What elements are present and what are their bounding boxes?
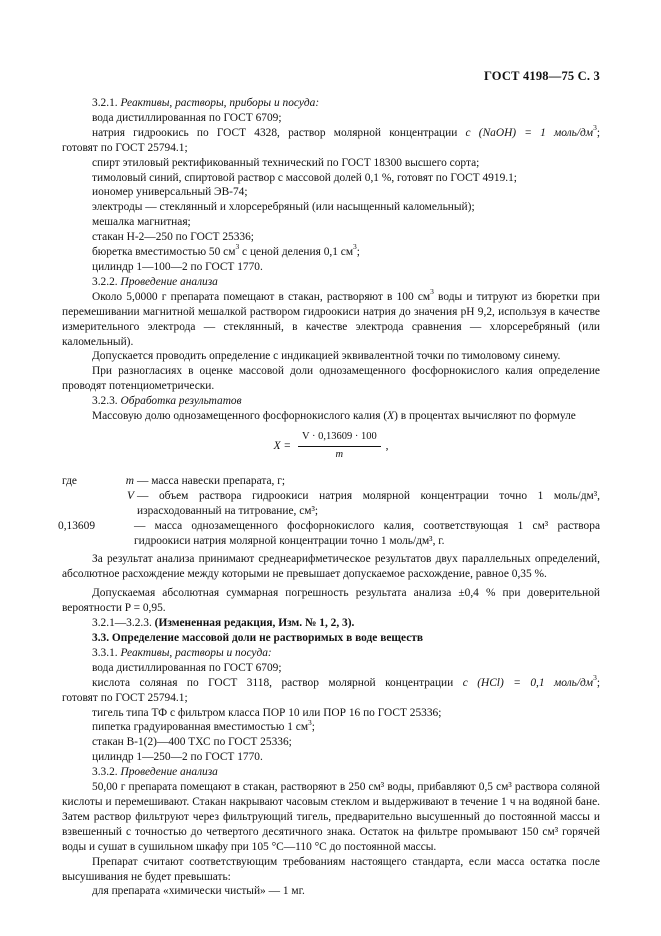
list-item: бюретка вместимостью 50 $см^3$ с ценой деления 0,1 $см^3$; xyxy=(92,242,360,259)
list-item: натрия гидроокись по ГОСТ 4328, раствор молярной концентрации c (NaOH) = 1 моль/$дм^3$; xyxy=(92,123,600,139)
paragraph: Допускается проводить определение с индикацией эквивалентной точки по тимоловому синему. xyxy=(92,350,561,363)
definition-symbol: 0,13609 xyxy=(58,519,96,532)
list-item-text: с ценой деления 0,1 см xyxy=(239,246,354,259)
formula-tail: , xyxy=(385,439,389,452)
list-item-continuation: готовят по ГОСТ 25794.1; xyxy=(62,691,188,704)
amendment-text: (Измененная редакция, Изм. № 1, 2, 3). xyxy=(154,617,355,630)
paragraph: Препарат считают соответствующим требованиям настоящего стандарта, если масса остатка после высушивания не будет превышать: xyxy=(62,855,600,883)
amendment-range: 3.2.1—3.2.3. xyxy=(92,617,152,630)
list-item-text: пипетка градуированная вместимостью 1 см xyxy=(92,721,309,734)
definition-symbol: V xyxy=(127,489,134,502)
section-3-2-2-heading xyxy=(62,275,600,290)
definition-text: — масса навески препарата, г; xyxy=(137,474,286,487)
list-item: мешалка магнитная; xyxy=(92,216,191,229)
definition-text: — объем раствора гидроокиси натрия молярной концентрации точно 1 моль/дм³, израсходованный на титрование, см³; xyxy=(137,489,600,517)
section-number: 3.3.1. xyxy=(92,646,118,659)
paragraph: для препарата «химически чистый» — 1 мг. xyxy=(92,885,305,898)
section-3-3-heading: 3.3. Определение массовой доли не растворимых в воде веществ xyxy=(92,632,424,644)
list-item: цилиндр 1—100—2 по ГОСТ 1770. xyxy=(92,260,263,273)
paragraph xyxy=(62,409,600,424)
formula-fraction xyxy=(298,430,381,463)
section-number: 3.2.3. xyxy=(92,395,118,408)
list-item: вода дистиллированная по ГОСТ 6709; xyxy=(92,661,282,674)
section-title: Проведение анализа xyxy=(120,275,218,288)
list-item: вода дистиллированная по ГОСТ 6709; xyxy=(92,111,282,124)
naoh-concentration: c (NaOH) = 1 моль/дм xyxy=(465,126,594,139)
definition-text: — масса однозамещенного фосфорнокислого калия, соответствующая 1 см³ раствора гидроокиси натрия молярной концентрации точно 1 моль/дм³, г. xyxy=(134,519,600,547)
where-word: где xyxy=(62,474,77,487)
definition-row xyxy=(62,489,600,519)
paragraph-text: Около 5,0000 г препарата помещают в стакан, растворяют в 100 см xyxy=(92,290,431,303)
list-item: электроды — стеклянный и хлорсеребряный (или насыщенный каломельный); xyxy=(92,201,475,214)
section-3-3-2-heading xyxy=(62,765,600,780)
list-item: иономер универсальный ЭВ-74; xyxy=(92,186,248,199)
list-item-text: кислота соляная по ГОСТ 3118, раствор молярной концентрации xyxy=(92,676,454,689)
list-item: тимоловый синий, спиртовой раствор с массовой долей 0,1 %, готовят по ГОСТ 4919.1; xyxy=(92,171,517,184)
paragraph: 50,00 г препарата помещают в стакан, растворяют в 250 см³ воды, прибавляют 0,5 см³ раствора соляной кислоты и перемешивают. Стакан накрывают часовым стеклом и выдерживают в течение 1 ч на водяной бане. Затем раствор фильтруют через фильтрующий тигель, предварительно высушенный до постоянной массы и взвешенный с точностью до четвертого десятичного знака. Остаток на фильтре промывают 150 см³ горячей воды и сушат в сушильном шкафу при 105 °С—110 °С до постоянной массы. xyxy=(62,781,600,853)
list-item: кислота соляная по ГОСТ 3118, раствор молярной концентрации c (HCl) = 0,1 моль/$дм^3$; xyxy=(92,672,600,689)
definition-row xyxy=(58,519,600,549)
list-item: пипетка градуированная вместимостью 1 $см^3$; xyxy=(92,717,315,734)
variable-x: X xyxy=(387,410,395,423)
section-3-2-3-heading xyxy=(62,394,600,409)
definition-symbol: m xyxy=(125,474,134,487)
list-item: тигель типа ТФ с фильтром класса ПОР 10 или ПОР 16 по ГОСТ 25336; xyxy=(92,706,442,719)
formula-denominator: m xyxy=(335,448,344,460)
list-item: спирт этиловый ректификованный технический по ГОСТ 18300 высшего сорта; xyxy=(92,156,480,169)
section-3-2-1-heading xyxy=(62,96,600,111)
list-item: стакан В-1(2)—400 ТХС по ГОСТ 25336; xyxy=(92,736,292,749)
page-header: ГОСТ 4198—75 С. 3 xyxy=(483,69,600,83)
formula-numerator: V · 0,13609 · 100 xyxy=(298,430,381,447)
hcl-concentration: c (HCl) = 0,1 моль/дм xyxy=(462,676,594,689)
list-item-text: бюретка вместимостью 50 см xyxy=(92,246,236,259)
section-title: Реактивы, растворы, приборы и посуда: xyxy=(120,97,320,109)
paragraph: При разногласиях в оценке массовой доли однозамещенного фосфорнокислого калия определение проводят потенциометрически. xyxy=(62,365,600,393)
definition-row xyxy=(62,474,600,489)
paragraph: Около 5,0000 г препарата помещают в стакан, растворяют в 100 $см^3$ воды и титруют из бюретки при перемешивании магнитной мешалкой раствором гидроокиси натрия до значения рН 9,2, используя в качестве измерительного электрода — стеклянный, в качестве электрода сравнения — хлорсеребряный (или каломельный). xyxy=(62,286,600,348)
list-item-continuation: готовят по ГОСТ 25794.1; xyxy=(62,141,188,154)
paragraph-text: Массовую долю однозамещенного фосфорнокислого калия ( xyxy=(92,410,388,423)
document-body xyxy=(58,96,600,899)
spacer xyxy=(62,489,110,519)
list-item-text: натрия гидроокись по ГОСТ 4328, раствор молярной концентрации xyxy=(92,126,458,139)
section-number: 3.3.2. xyxy=(92,766,118,779)
section-title: Проведение анализа xyxy=(120,766,218,779)
section-3-3-1-heading xyxy=(62,646,600,661)
paragraph-text: воды и титруют из бюретки при перемешивании магнитной мешалкой раствором гидроокиси натрия до значения рН 9,2, используя в качестве измерительного электрода — стеклянный, в качестве электрода сравнения — хлорсеребряный (или каломельный). xyxy=(62,290,600,348)
formula-lhs: X = xyxy=(273,439,292,452)
section-title: Обработка результатов xyxy=(120,395,242,408)
amendment-note xyxy=(62,616,600,631)
list-item: стакан Н-2—250 по ГОСТ 25336; xyxy=(92,231,254,244)
section-number: 3.2.2. xyxy=(92,275,118,288)
paragraph: За результат анализа принимают среднеарифметическое результатов двух параллельных определений, абсолютное расхождение между которыми не превышает допускаемое расхождение, равное 0,35 %. xyxy=(62,553,600,581)
section-title: Реактивы, растворы и посуда: xyxy=(120,646,272,659)
paragraph-text: ) в процентах вычисляют по формуле xyxy=(394,410,576,423)
list-item: цилиндр 1—250—2 по ГОСТ 1770. xyxy=(92,751,263,764)
section-number: 3.2.1. xyxy=(92,97,118,109)
paragraph: Допускаемая абсолютная суммарная погрешность результата анализа ±0,4 % при доверительной вероятности P = 0,95. xyxy=(62,587,600,615)
formula xyxy=(62,430,600,466)
